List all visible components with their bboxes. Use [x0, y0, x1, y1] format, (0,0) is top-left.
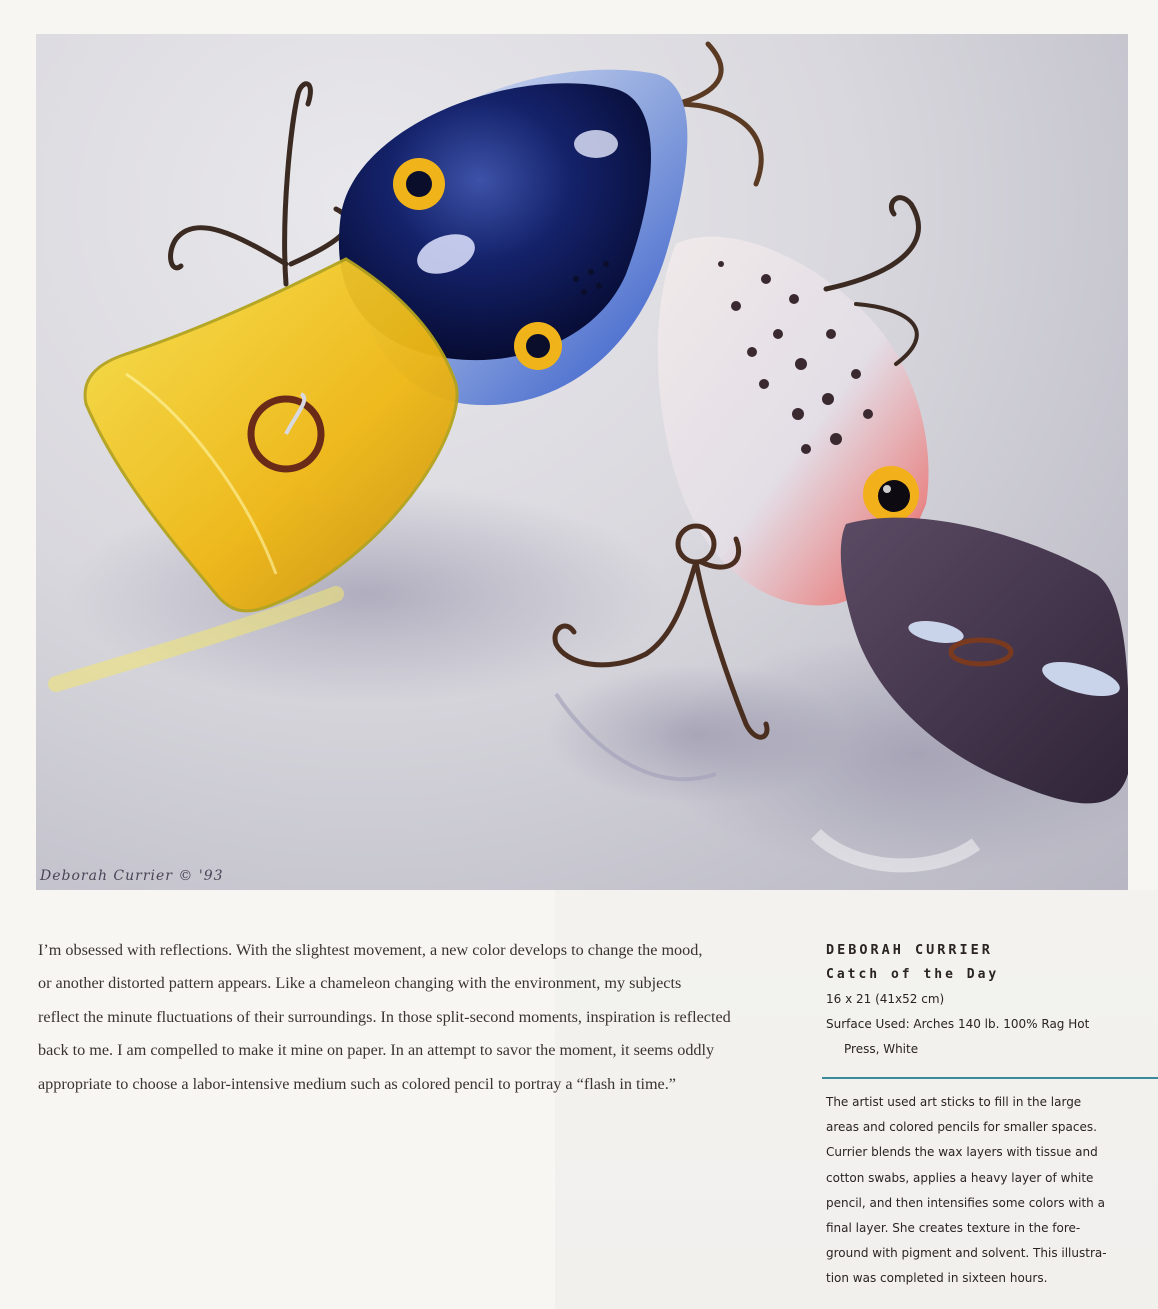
technique-line: areas and colored pencils for smaller spaces.: [826, 1120, 1097, 1135]
artwork-catch-of-the-day: [36, 34, 1128, 890]
statement-line: I’m obsessed with reflections. With the slightest movement, a new color develops to change the mood,: [38, 941, 703, 959]
technique-line: The artist used art sticks to fill in the large: [826, 1095, 1082, 1109]
artwork-size: 16 x 21 (41x52 cm): [826, 992, 945, 1006]
technique-line: Currier blends the wax layers with tissue and: [826, 1145, 1098, 1160]
artist-name: DEBORAH CURRIER: [826, 942, 993, 958]
surface-line-2: Press, White: [844, 1042, 919, 1056]
statement-line: back to me. I am compelled to make it mine on paper. In an attempt to savor the moment, it seems oddly: [38, 1041, 715, 1060]
surface-used: [826, 1012, 1126, 1062]
artist-statement: [38, 934, 798, 1101]
section-divider: [822, 1077, 1158, 1079]
technique-description: [826, 1090, 1126, 1292]
technique-line: final layer. She creates texture in the fore-: [826, 1221, 1081, 1236]
technique-line: ground with pigment and solvent. This illustra-: [826, 1246, 1107, 1261]
statement-line: appropriate to choose a labor-intensive medium such as colored pencil to portray a “flash in time.”: [38, 1074, 676, 1093]
statement-line: reflect the minute fluctuations of their surroundings. In those split-second moments, inspiration is reflected: [38, 1007, 731, 1026]
statement-line: or another distorted pattern appears. Like a chameleon changing with the environment, my subjects: [38, 974, 682, 993]
technique-line: cotton swabs, applies a heavy layer of white: [826, 1170, 1094, 1185]
lures-illustration: [36, 34, 1128, 890]
surface-line-1: Surface Used: Arches 140 lb. 100% Rag Hot: [826, 1017, 1090, 1031]
artwork-title: Catch of the Day: [826, 967, 1000, 982]
artist-signature: Deborah Currier © '93: [40, 868, 224, 884]
technique-line: tion was completed in sixteen hours.: [826, 1271, 1048, 1286]
technique-line: pencil, and then intensifies some colors with a: [826, 1195, 1105, 1210]
artwork-credits: [826, 938, 1126, 1062]
